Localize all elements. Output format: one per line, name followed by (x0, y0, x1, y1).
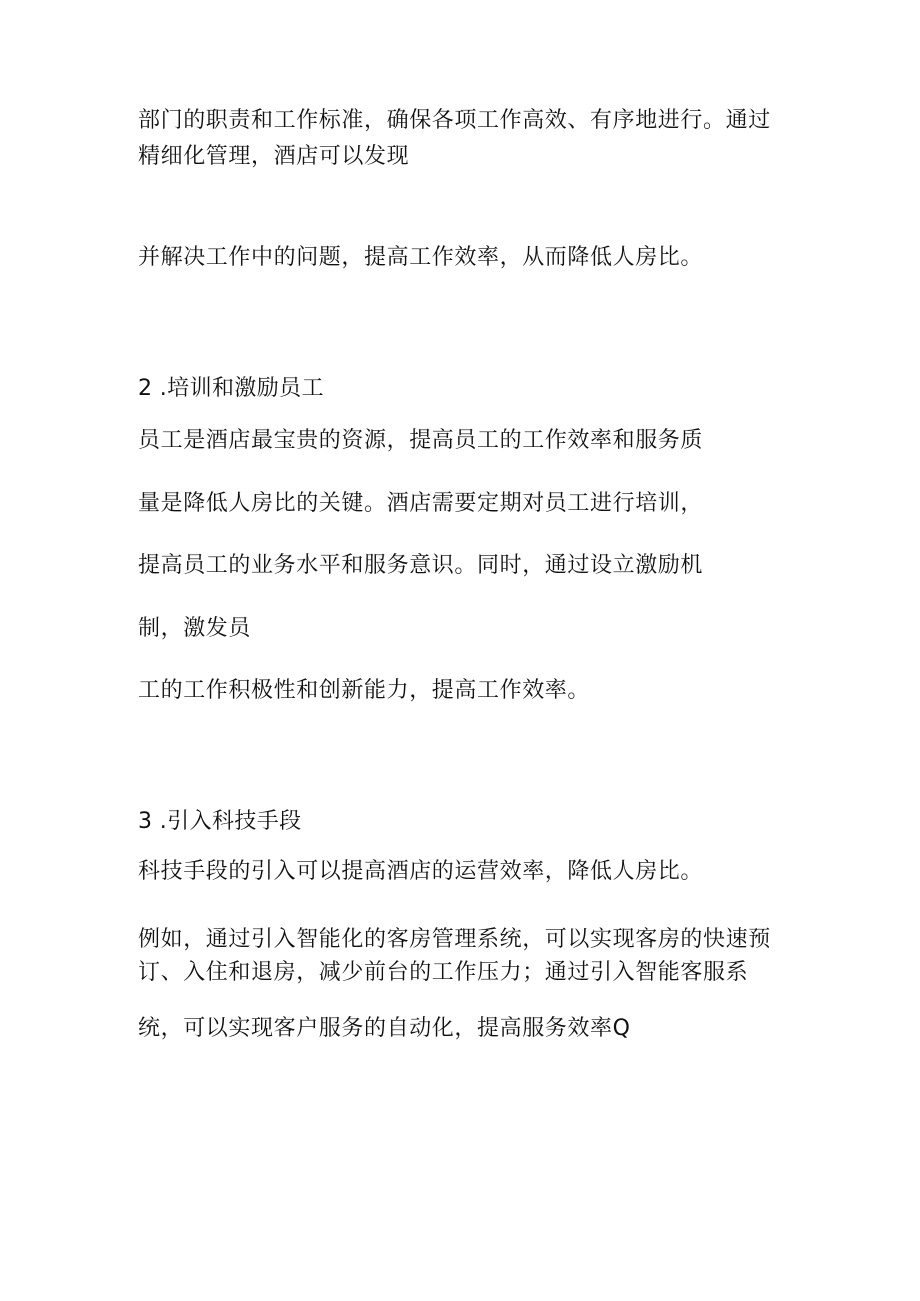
paragraph-line: 科技手段的引入可以提高酒店的运营效率，降低人房比。 (138, 859, 704, 884)
paragraph-line: 部门的职责和工作标准，确保各项工作高效、有序地进行。通过 (138, 108, 771, 133)
paragraph-line: 量是降低人房比的关键。酒店需要定期对员工进行培训， (138, 491, 704, 516)
paragraph-line: 统，可以实现客户服务的自动化，提高服务效率Q (138, 1016, 631, 1041)
paragraph-line: 订、入住和退房，减少前台的工作压力；通过引入智能客服系 (138, 960, 749, 985)
paragraph-line: 例如，通过引入智能化的客房管理系统，可以实现客房的快速预 (138, 927, 771, 952)
paragraph-line: 精细化管理，酒店可以发现 (138, 144, 410, 169)
paragraph-line: 并解决工作中的问题，提高工作效率，从而降低人房比。 (138, 245, 704, 270)
paragraph-line: 工的工作积极性和创新能力，提高工作效率。 (138, 678, 591, 703)
section-heading: 3 .引入科技手段 (138, 809, 302, 834)
paragraph-line: 制，激发员 (138, 616, 252, 641)
section-heading: 2 .培训和激励员工 (138, 376, 324, 401)
paragraph-line: 员工是酒店最宝贵的资源，提高员工的工作效率和服务质 (138, 428, 704, 453)
paragraph-line: 提高员工的业务水平和服务意识。同时，通过设立激励机 (138, 553, 704, 578)
